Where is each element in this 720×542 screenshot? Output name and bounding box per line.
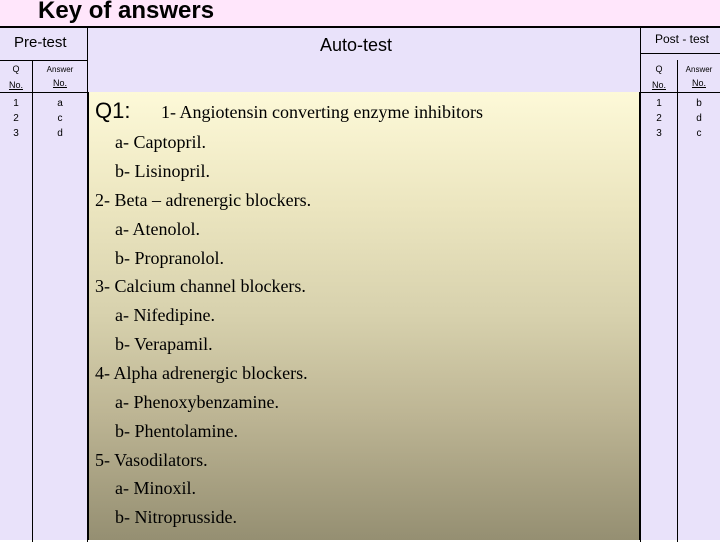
posttest-q-number: 2 (656, 113, 662, 124)
question-label: Q1: (95, 98, 131, 123)
pretest-answer-label-bottom: No. (52, 78, 67, 88)
posttest-q-label-bottom: No. (651, 80, 666, 90)
pretest-answer: d (57, 128, 63, 139)
posttest-answer-label-bottom: No. (691, 78, 706, 88)
pretest-subheader-rule (0, 92, 87, 93)
answer-line: a- Phenoxybenzamine. (115, 392, 279, 412)
posttest-answer: c (696, 128, 702, 139)
answer-line: a- Atenolol. (115, 219, 200, 239)
pretest-q-label-bottom: No. (8, 80, 23, 90)
pretest-answer-label-top: Answer (46, 65, 74, 74)
posttest-header: Post - test (655, 32, 710, 46)
pretest-answer: a (57, 98, 63, 109)
pretest-answer-label (33, 64, 87, 89)
answer-line: b- Verapamil. (115, 334, 213, 354)
pretest-q-label-top: Q (12, 64, 20, 74)
autotest-content (88, 92, 640, 540)
posttest-q-label-top: Q (655, 64, 663, 74)
answer-line: b- Lisinopril. (115, 161, 210, 181)
posttest-q-label (641, 64, 677, 91)
answer-line: a- Minoxil. (115, 478, 196, 498)
answer-line: 5- Vasodilators. (95, 450, 208, 470)
answer-line: a- Captopril. (115, 132, 206, 152)
answer-line: 1- Angiotensin converting enzyme inhibitors (161, 102, 483, 122)
answer-line: b- Nitroprusside. (115, 507, 237, 527)
pretest-answer: c (57, 113, 63, 124)
answer-line: b- Propranolol. (115, 248, 224, 268)
posttest-q-number: 3 (656, 128, 662, 139)
pretest-q-label (0, 64, 32, 91)
posttest-answer: d (696, 113, 702, 124)
pretest-q-numbers (0, 96, 32, 141)
pretest-q-number: 3 (13, 128, 19, 139)
posttest-answer-label-top: Answer (685, 65, 713, 74)
answer-line: 2- Beta – adrenergic blockers. (95, 190, 312, 210)
posttest-q-number: 1 (656, 98, 662, 109)
answer-line: 4- Alpha adrenergic blockers. (95, 363, 308, 383)
pretest-q-number: 1 (13, 98, 19, 109)
posttest-answer-label (678, 64, 720, 89)
posttest-q-numbers (641, 96, 677, 141)
title-bar (0, 0, 720, 26)
pretest-q-number: 2 (13, 113, 19, 124)
answer-line: a- Nifedipine. (115, 305, 215, 325)
answer-line: 3- Calcium channel blockers. (95, 276, 306, 296)
answer-line: b- Phentolamine. (115, 421, 238, 441)
posttest-answers (678, 96, 720, 141)
posttest-subheader-rule (640, 92, 720, 93)
posttest-header-rule (640, 53, 720, 54)
page-title: Key of answers (38, 0, 215, 24)
autotest-header: Auto-test (320, 35, 393, 55)
pretest-header: Pre-test (14, 34, 67, 51)
pretest-header-rule (0, 60, 87, 61)
pretest-answers (33, 96, 87, 141)
posttest-answer: b (696, 98, 702, 109)
